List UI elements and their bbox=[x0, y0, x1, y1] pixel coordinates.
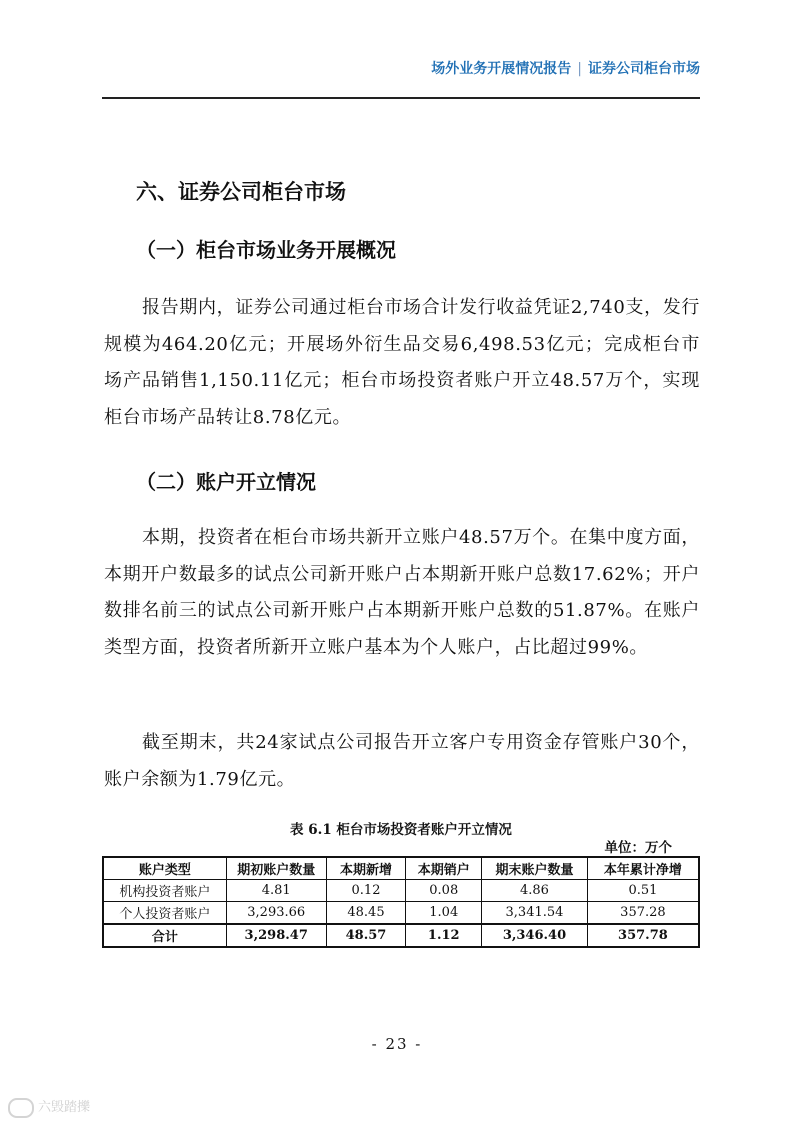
custody-paragraph: 截至期末，共24家试点公司报告开立客户专用资金存管账户30个，账户余额为1.79亿元。 bbox=[104, 732, 700, 790]
header-section-title: 证券公司柜台市场 bbox=[588, 61, 700, 77]
table-cell: 3,341.54 bbox=[482, 902, 588, 925]
table-cell: 357.78 bbox=[587, 924, 699, 947]
table-header-cell: 本期新增 bbox=[326, 857, 406, 880]
table-cell: 3,293.66 bbox=[226, 902, 326, 925]
header-separator: | bbox=[577, 61, 582, 77]
accounts-paragraph: 本期，投资者在柜台市场共新开立账户48.57万个。在集中度方面，本期开户数最多的试点公司新开账户占本期新开账户总数17.62%；开户数排名前三的试点公司新开账户占本期新开账户总数的51.87%。在账户类型方面，投资者所新开立账户基本为个人账户，占比超过99%。 bbox=[104, 527, 700, 658]
section-title: 六、证券公司柜台市场 bbox=[136, 179, 346, 204]
table-header-cell: 本年累计净增 bbox=[587, 857, 699, 880]
table-row bbox=[103, 902, 699, 925]
account-table bbox=[102, 856, 700, 948]
table-cell: 1.04 bbox=[406, 902, 482, 925]
watermark bbox=[8, 1096, 118, 1118]
page-number: - 23 - bbox=[371, 1035, 423, 1053]
table-cell: 3,346.40 bbox=[482, 924, 588, 947]
table-header-cell: 期末账户数量 bbox=[482, 857, 588, 880]
watermark-text: 六毁踏擽 bbox=[38, 1100, 91, 1115]
subsection-title-accounts: （二）账户开立情况 bbox=[136, 470, 316, 494]
table-cell: 357.28 bbox=[587, 902, 699, 925]
table-cell: 48.57 bbox=[326, 924, 406, 947]
table-cell: 4.86 bbox=[482, 880, 588, 902]
table-cell: 个人投资者账户 bbox=[103, 902, 226, 925]
table-total-row bbox=[103, 924, 699, 947]
table-cell: 4.81 bbox=[226, 880, 326, 902]
table-unit: 单位：万个 bbox=[604, 840, 672, 856]
table-header-cell: 本期销户 bbox=[406, 857, 482, 880]
table-cell: 机构投资者账户 bbox=[103, 880, 226, 902]
table-cell: 合计 bbox=[103, 924, 226, 947]
page-header bbox=[102, 58, 700, 84]
table-row bbox=[103, 880, 699, 902]
table-cell: 1.12 bbox=[406, 924, 482, 947]
table-caption: 表 6.1 柜台市场投资者账户开立情况 bbox=[290, 822, 512, 838]
header-report-title: 场外业务开展情况报告 bbox=[431, 61, 572, 77]
table-header-cell: 账户类型 bbox=[103, 857, 226, 880]
table-cell: 0.51 bbox=[587, 880, 699, 902]
watermark-logo-icon bbox=[8, 1098, 34, 1118]
table-cell: 48.45 bbox=[326, 902, 406, 925]
overview-paragraph: 报告期内，证券公司通过柜台市场合计发行收益凭证2,740支，发行规模为464.20亿元；开展场外衍生品交易6,498.53亿元；完成柜台市场产品销售1,150.11亿元；柜台市场投资者账户开立48.57万个，实现柜台市场产品转让8.78亿元。 bbox=[104, 297, 700, 428]
header-rule bbox=[102, 97, 700, 99]
table-header-cell: 期初账户数量 bbox=[226, 857, 326, 880]
table-cell: 0.12 bbox=[326, 880, 406, 902]
subsection-title-overview: （一）柜台市场业务开展概况 bbox=[136, 238, 396, 262]
table-cell: 0.08 bbox=[406, 880, 482, 902]
table-cell: 3,298.47 bbox=[226, 924, 326, 947]
table-header-row bbox=[103, 857, 699, 880]
